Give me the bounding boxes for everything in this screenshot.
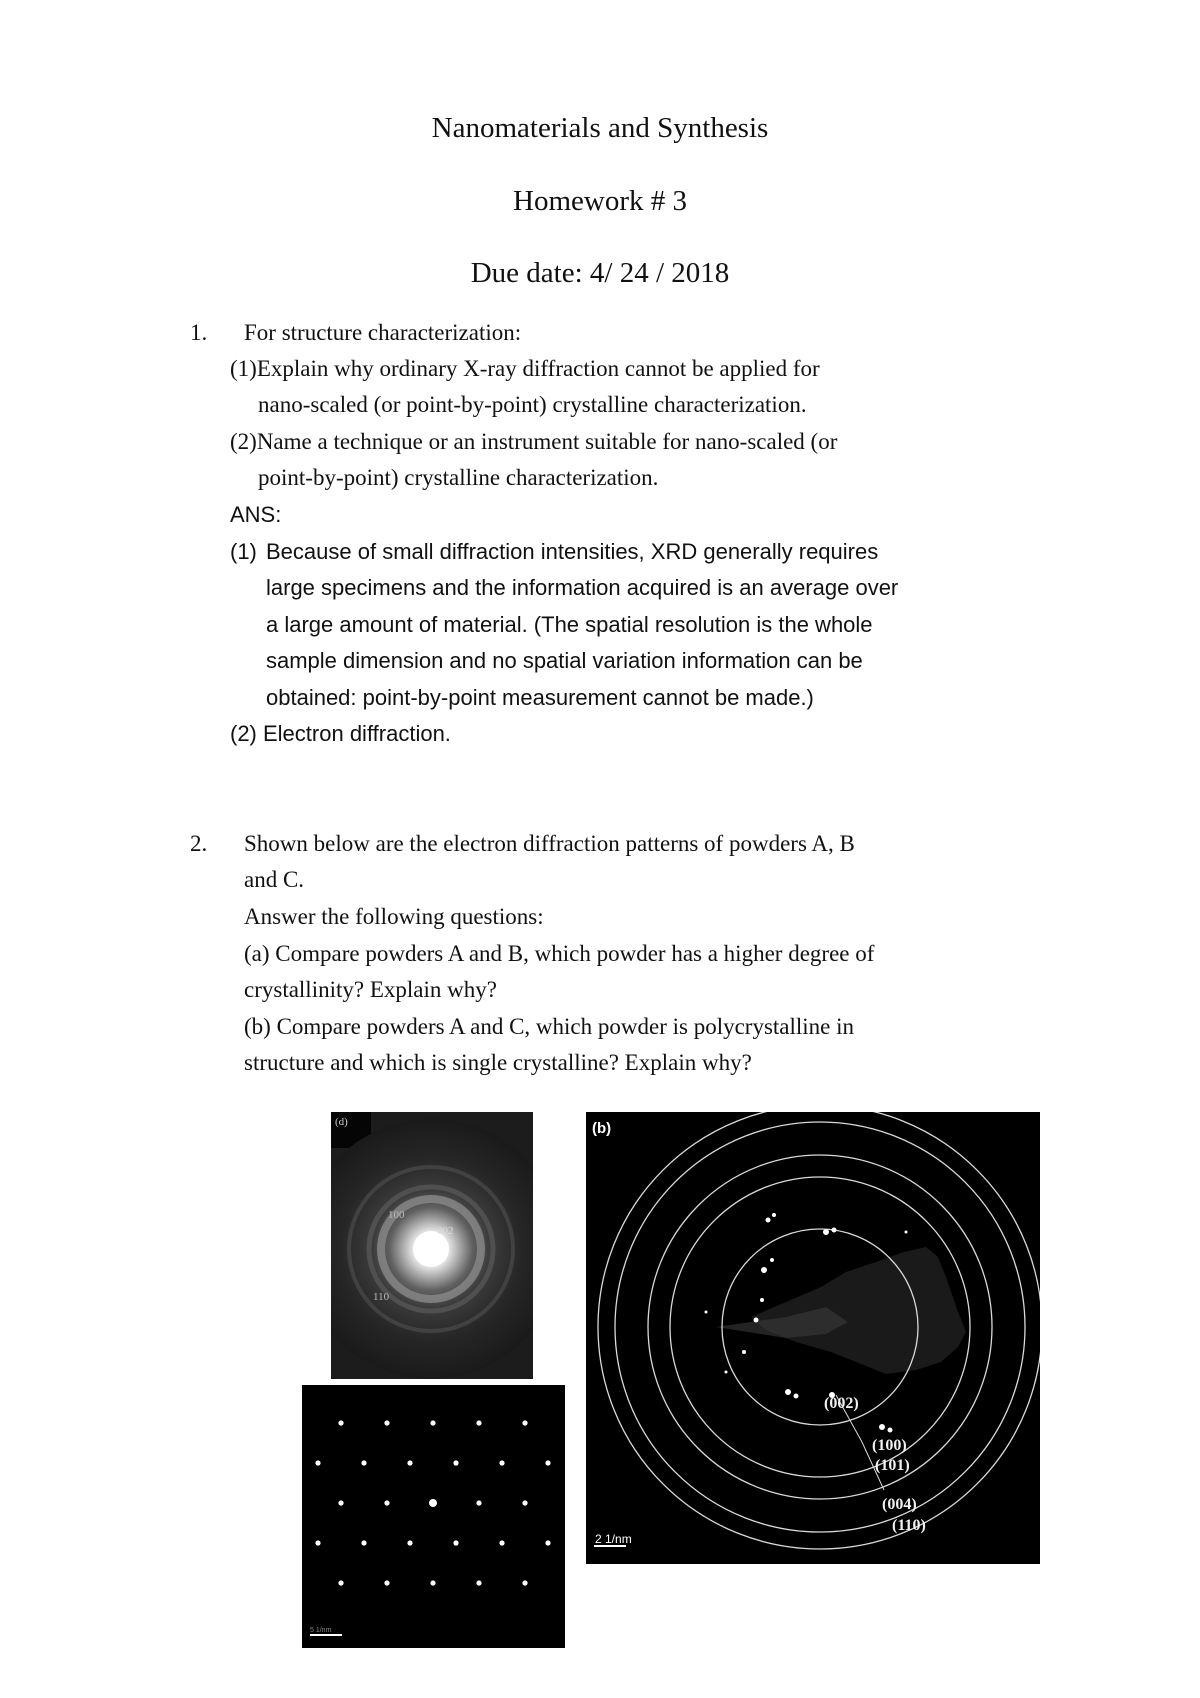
- diffraction-spot: [315, 1460, 320, 1465]
- diffraction-spot: [453, 1460, 458, 1465]
- answer1-number: (1): [230, 539, 257, 564]
- q2-line1: Shown below are the electron diffraction patterns of powders A, B: [244, 831, 855, 856]
- diffraction-spot: [545, 1460, 550, 1465]
- diffraction-spot: [384, 1580, 389, 1585]
- answer1-line4: sample dimension and no spatial variation information can be: [266, 648, 863, 673]
- diffraction-spot: [430, 1580, 435, 1585]
- answer2: (2) Electron diffraction.: [230, 721, 451, 746]
- diffraction-spot: [338, 1420, 343, 1425]
- q2-line2: and C.: [244, 867, 305, 892]
- q1-part2-line1: (2)Name a technique or an instrument suitable for nano-scaled (or: [230, 429, 838, 454]
- diffraction-spot: [545, 1540, 550, 1545]
- fig-a-ring-label: 002: [437, 1225, 454, 1237]
- q2-number: 2.: [190, 831, 208, 856]
- q1-title: For structure characterization:: [244, 320, 522, 345]
- diffraction-spot: [429, 1499, 437, 1507]
- q1-part1-line1: (1)Explain why ordinary X-ray diffraction cannot be applied for: [230, 356, 820, 381]
- q2-part-b-line2: structure and which is single crystalline? Explain why?: [244, 1050, 752, 1075]
- q1-part1-line2: nano-scaled (or point-by-point) crystalline characterization.: [258, 392, 807, 417]
- diffraction-spot: [407, 1460, 412, 1465]
- fig-b-scale-label: 2 1/nm: [595, 1532, 632, 1546]
- fig-c-scale-label: 5 1/nm: [310, 1627, 332, 1634]
- diffraction-spot: [499, 1460, 504, 1465]
- fig-b-ring-label: (101): [875, 1457, 910, 1474]
- course-title: Nanomaterials and Synthesis: [431, 112, 769, 144]
- diffraction-spot: [476, 1500, 481, 1505]
- q2-line3: Answer the following questions:: [244, 904, 544, 929]
- due-date: Due date: 4/ 24 / 2018: [470, 257, 730, 289]
- q1-part2-line2: point-by-point) crystalline characterization.: [258, 465, 659, 490]
- q2-part-a-line1: (a) Compare powders A and B, which powder has a higher degree of: [244, 941, 875, 966]
- diffraction-pattern-a: [331, 1112, 533, 1379]
- diffraction-pattern-b: [586, 1112, 1040, 1564]
- q1-number: 1.: [190, 320, 208, 345]
- q2-part-b-line1: (b) Compare powders A and C, which powder is polycrystalline in: [244, 1014, 855, 1039]
- diffraction-pattern-c: [302, 1385, 565, 1648]
- fig-b-ring-label: (100): [872, 1437, 907, 1454]
- q2-part-a-line2: crystallinity? Explain why?: [244, 977, 497, 1002]
- answer1-line3: a large amount of material. (The spatial resolution is the whole: [266, 612, 873, 637]
- answer1-line2: large specimens and the information acquired is an average over: [266, 575, 899, 600]
- diffraction-spot: [522, 1500, 527, 1505]
- diffraction-spot: [499, 1540, 504, 1545]
- diffraction-spot: [430, 1420, 435, 1425]
- diffraction-spot: [522, 1420, 527, 1425]
- fig-b-ring-label: (002): [824, 1395, 859, 1412]
- answer-label: ANS:: [230, 502, 282, 527]
- diffraction-spot: [476, 1420, 481, 1425]
- diffraction-spot: [338, 1500, 343, 1505]
- fig-b-ring-label: (110): [892, 1517, 926, 1534]
- diffraction-spot: [384, 1500, 389, 1505]
- fig-a-ring-label: 100: [388, 1209, 405, 1221]
- fig-b-ring-label: (004): [882, 1496, 917, 1513]
- diffraction-spot: [453, 1540, 458, 1545]
- diffraction-spot: [315, 1540, 320, 1545]
- answer1-line5: obtained: point-by-point measurement cannot be made.): [266, 685, 814, 710]
- diffraction-spot: [361, 1460, 366, 1465]
- fig-a-ring-label: 110: [373, 1291, 390, 1303]
- diffraction-spot: [338, 1580, 343, 1585]
- diffraction-spot: [361, 1540, 366, 1545]
- diffraction-spot: [407, 1540, 412, 1545]
- diffraction-spot: [522, 1580, 527, 1585]
- fig-a-panel-label: (d): [335, 1116, 348, 1128]
- answer1-line1: Because of small diffraction intensities, XRD generally requires: [266, 539, 879, 564]
- diffraction-spot: [384, 1420, 389, 1425]
- fig-b-panel-label: (b): [592, 1120, 612, 1137]
- homework-number: Homework # 3: [513, 185, 687, 217]
- diffraction-spot: [476, 1580, 481, 1585]
